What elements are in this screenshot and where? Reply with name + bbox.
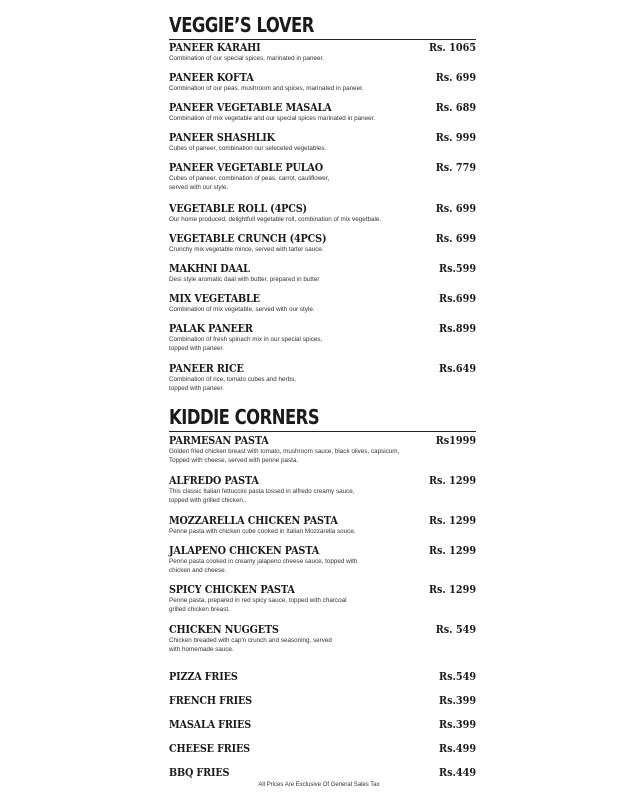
- item-description: Cubes of paneer, combination our seleceted vegetables.: [169, 145, 327, 152]
- item-description: Golden fried chicken breast with tomato, mushroom sauce, black olives, capsicum, Topped with cheese, served with penne pasta.: [169, 448, 400, 464]
- item-name: PARMESAN PASTA: [169, 433, 269, 447]
- item-price: Rs.599: [439, 261, 476, 275]
- menu-item: [169, 100, 476, 124]
- item-price: Rs. 779: [435, 160, 476, 174]
- menu-item: [169, 582, 476, 614]
- item-price: Rs. 699: [435, 201, 476, 215]
- item-name: PANEER SHASHLIK: [169, 130, 275, 144]
- menu-item: [169, 717, 476, 731]
- menu-item: [169, 622, 476, 654]
- item-price: Rs1999: [435, 433, 476, 447]
- item-name: PANEER VEGETABLE MASALA: [169, 100, 332, 114]
- item-name: CHEESE FRIES: [169, 741, 250, 755]
- item-price: Rs.699: [439, 291, 476, 305]
- item-price: Rs.399: [439, 717, 476, 731]
- item-name: MIX VEGETABLE: [169, 291, 260, 305]
- item-description: Desi style aromatic daal with butter, prepared in butter: [169, 276, 320, 283]
- item-name: FRENCH FRIES: [169, 693, 252, 707]
- menu-item: [169, 231, 476, 255]
- item-price: Rs. 699: [435, 70, 476, 84]
- item-description: Penne pasta with chicken cube cooked in Italian Mozzarella souce.: [169, 528, 356, 535]
- item-price: Rs.549: [439, 669, 476, 683]
- item-price: Rs. 1299: [428, 543, 476, 557]
- item-description: Combination of fresh spinach mix in our special spices, topped with paneer.: [169, 336, 323, 352]
- menu-item: [169, 543, 476, 575]
- item-name: MAKHNI DAAL: [169, 261, 250, 275]
- item-name: SPICY CHICKEN PASTA: [169, 582, 295, 596]
- item-description: Chicken breaded with cap'n crunch and seasoning, served with homemade sauce.: [169, 637, 332, 653]
- item-name: PANEER KOFTA: [169, 70, 254, 84]
- section-title-veggies-lover: VEGGIE’S LOVER: [169, 13, 314, 37]
- item-price: Rs. 549: [435, 622, 476, 636]
- menu-item: [169, 261, 476, 285]
- item-name: ALFREDO PASTA: [169, 473, 259, 487]
- item-name: CHICKEN NUGGETS: [169, 622, 279, 636]
- item-description: Penne pasta cooked in creamy jalapeno cheese sauce, topped with chicken and cheese.: [169, 558, 358, 574]
- menu-item: [169, 693, 476, 707]
- section-divider: [169, 431, 476, 432]
- item-price: Rs. 1065: [428, 40, 476, 54]
- item-name: JALAPENO CHICKEN PASTA: [169, 543, 320, 557]
- item-description: Crunchy mix vegetable mince, served with tarter sauce.: [169, 246, 324, 253]
- menu-item: [169, 160, 476, 192]
- menu-item: [169, 321, 476, 353]
- item-description: Combination of rice, tomato cubes and herbs, topped with paneer.: [169, 376, 297, 392]
- item-name: MOZZARELLA CHICKEN PASTA: [169, 513, 338, 527]
- item-price: Rs.899: [439, 321, 476, 335]
- menu-item: [169, 669, 476, 683]
- menu-item: [169, 433, 476, 465]
- menu-item: [169, 130, 476, 154]
- menu-item: [169, 741, 476, 755]
- section-title-kiddie-corners: KIDDIE CORNERS: [169, 405, 320, 429]
- item-name: PALAK PANEER: [169, 321, 253, 335]
- item-name: BBQ FRIES: [169, 765, 230, 779]
- item-price: Rs. 999: [435, 130, 476, 144]
- item-description: Cubes of paneer, combination of peas, carrot, cauliflower, served with our style.: [169, 175, 330, 191]
- item-description: This classic Italian fettuccini pasta tossed in alfredo creamy sauce, topped with grilled chicken..: [169, 488, 355, 504]
- item-name: PIZZA FRIES: [169, 669, 238, 683]
- item-description: Combination of mix vegetable and our special spices marinated in paneer.: [169, 115, 376, 122]
- item-price: Rs. 1299: [428, 513, 476, 527]
- menu-item: [169, 40, 476, 64]
- item-price: Rs. 699: [435, 231, 476, 245]
- section-header-kiddie-corners: [169, 404, 476, 432]
- item-description: Combination of our peas, mushroom and spices, marinated in paneer.: [169, 85, 364, 92]
- item-price: Rs.449: [439, 765, 476, 779]
- item-price: Rs. 1299: [428, 582, 476, 596]
- item-description: Combination of mix vegetable, served with our style.: [169, 306, 315, 313]
- item-name: PANEER RICE: [169, 361, 244, 375]
- item-description: Our home produced, delightfull vegetable roll, combination of mix vegetbale.: [169, 216, 382, 223]
- menu-item: [169, 361, 476, 393]
- item-name: MASALA FRIES: [169, 717, 252, 731]
- item-price: Rs. 1299: [428, 473, 476, 487]
- item-price: Rs.399: [439, 693, 476, 707]
- item-name: VEGETABLE CRUNCH (4PCS): [169, 231, 327, 245]
- item-description: Penne pasta, prepared in red spicy sauce, topped with charcoal grilled chicken breast.: [169, 597, 347, 613]
- menu-item: [169, 291, 476, 315]
- menu-item: [169, 201, 476, 225]
- menu-sheet: [169, 8, 476, 779]
- item-price: Rs. 689: [435, 100, 476, 114]
- menu-item: [169, 513, 476, 537]
- menu-item: [169, 70, 476, 94]
- item-description: Combination of our special spices, marinated in paneer.: [169, 55, 325, 62]
- menu-item: [169, 765, 476, 779]
- item-name: PANEER VEGETABLE PULAO: [169, 160, 324, 174]
- item-name: PANEER KARAHI: [169, 40, 261, 54]
- menu-item: [169, 473, 476, 505]
- item-price: Rs.649: [439, 361, 476, 375]
- item-name: VEGETABLE ROLL (4PCS): [169, 201, 307, 215]
- tax-footnote: All Prices Are Exclusive Of General Sales Tax: [258, 782, 380, 788]
- item-price: Rs.499: [439, 741, 476, 755]
